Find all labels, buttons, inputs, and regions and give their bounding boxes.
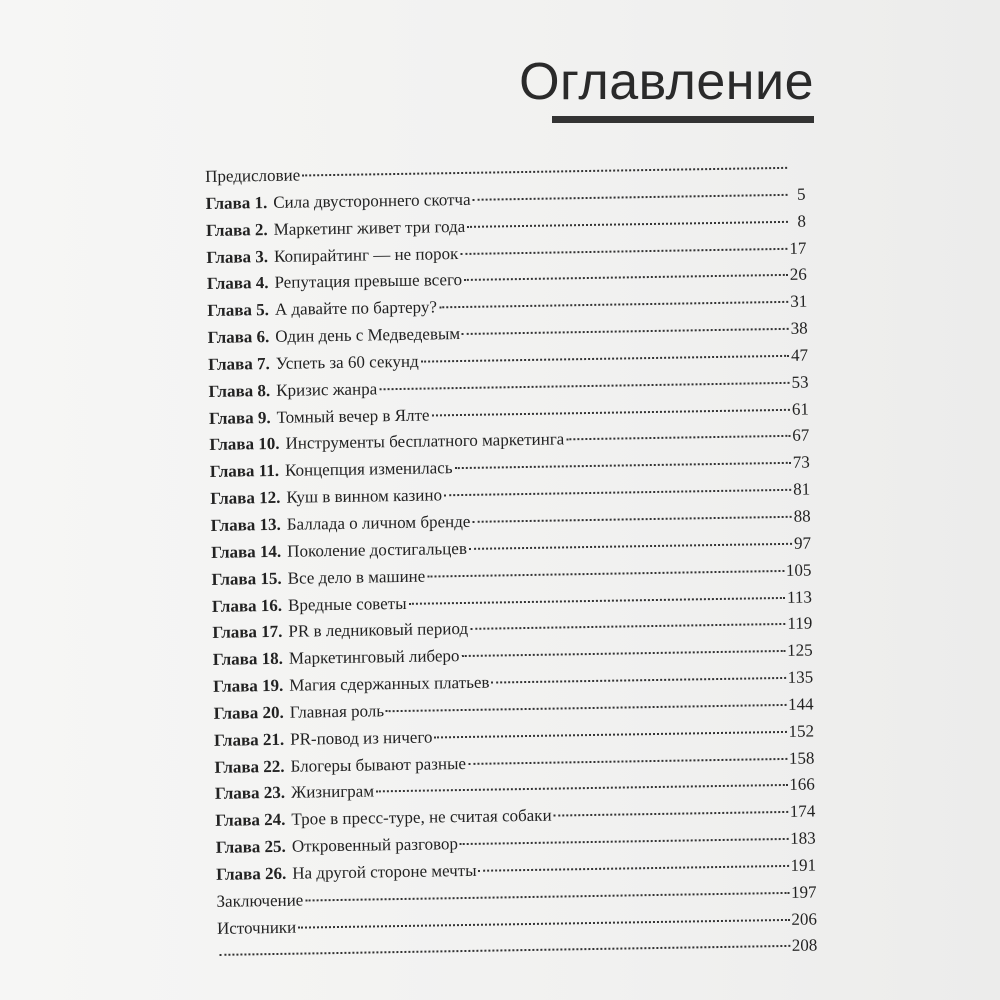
table-of-contents xyxy=(205,155,818,970)
toc-entry-title: Концепция изменилась xyxy=(284,458,453,481)
toc-chapter-number: Глава 14. xyxy=(210,541,282,562)
toc-page-number: 26 xyxy=(789,264,807,285)
dot-leader xyxy=(468,757,787,764)
toc-entry-title: На другой стороне мечты xyxy=(292,860,477,883)
toc-chapter-number: Глава 2. xyxy=(205,219,268,240)
toc-page-number: 88 xyxy=(793,506,811,526)
dot-leader xyxy=(469,543,792,550)
toc-page-number: 197 xyxy=(790,882,817,902)
dot-leader xyxy=(444,489,791,496)
toc-page-number: 5 xyxy=(796,184,806,204)
toc-entry-title: Репутация превыше всего xyxy=(274,270,463,293)
toc-chapter-number: Глава 8. xyxy=(208,380,271,401)
toc-entry-title: PR в ледниковый период xyxy=(288,619,469,642)
toc-page-number: 17 xyxy=(789,238,807,258)
dot-leader xyxy=(409,596,785,604)
toc-chapter-number: Глава 23. xyxy=(214,783,286,804)
toc-entry-title: Копирайтинг — не порок xyxy=(273,243,459,266)
dot-leader xyxy=(470,623,785,630)
toc-entry-title: Кризис жанра xyxy=(276,379,378,400)
toc-entry-title: Баллада о личном бренде xyxy=(286,511,471,534)
toc-page-number: 135 xyxy=(787,667,814,687)
toc-chapter-number: Глава 7. xyxy=(207,353,270,374)
toc-page-number: 144 xyxy=(787,694,814,714)
toc-entry-title: Блогеры бывают разные xyxy=(290,753,467,776)
toc-page-number: 81 xyxy=(793,479,811,499)
toc-chapter-number: Глава 25. xyxy=(215,836,287,858)
toc-entry-title: Источники xyxy=(216,917,297,938)
toc-chapter-number: Глава 17. xyxy=(212,622,283,643)
dot-leader xyxy=(467,221,788,228)
dot-leader xyxy=(305,892,789,902)
toc-entry-title: Жизниграм xyxy=(290,781,375,803)
dot-leader xyxy=(479,865,789,872)
dot-leader xyxy=(491,677,785,684)
toc-chapter-number: Глава 20. xyxy=(213,702,284,723)
toc-page-number: 191 xyxy=(790,855,817,875)
toc-page-number: 113 xyxy=(786,587,813,607)
toc-page-number: 73 xyxy=(792,452,810,473)
toc-chapter-number: Глава 21. xyxy=(213,729,285,750)
dot-leader xyxy=(421,355,789,363)
toc-page-number: 125 xyxy=(787,640,813,661)
dot-leader xyxy=(460,247,787,254)
toc-entry-title: Поколение достигальцев xyxy=(287,538,468,561)
toc-entry-title: А давайте по бартеру? xyxy=(274,297,438,320)
toc-chapter-number: Глава 15. xyxy=(211,568,282,589)
toc-chapter-number: Глава 9. xyxy=(208,407,271,428)
toc-chapter-number: Глава 11. xyxy=(209,461,280,482)
dot-leader xyxy=(376,784,787,792)
dot-leader xyxy=(439,301,788,308)
toc-chapter-number: Глава 6. xyxy=(207,327,270,348)
toc-page-number: 152 xyxy=(788,721,815,741)
toc-entry-title: Главная роль xyxy=(289,701,385,722)
toc-entry-title: Откровенный разговор xyxy=(291,834,459,856)
toc-chapter-number: Глава 10. xyxy=(209,434,280,455)
toc-entry-title: Инструменты бесплатного маркетинга xyxy=(285,429,565,454)
toc-page-number: 67 xyxy=(792,425,810,446)
toc-page-number: 208 xyxy=(791,935,818,956)
dot-leader xyxy=(454,462,790,469)
toc-entry-title: Заключение xyxy=(216,890,304,911)
toc-page-number: 47 xyxy=(790,345,809,365)
dot-leader xyxy=(431,408,789,416)
toc-chapter-number: Глава 13. xyxy=(210,514,281,535)
toc-chapter-number: Глава 4. xyxy=(206,273,269,294)
toc-chapter-number: Глава 19. xyxy=(213,675,284,696)
toc-page-number: 8 xyxy=(797,211,807,231)
dot-leader xyxy=(298,919,789,929)
toc-page-number: 166 xyxy=(789,774,815,795)
toc-entry-title: Все дело в машине xyxy=(287,566,426,588)
page-title: Оглавление xyxy=(519,53,814,111)
toc-page-number: 38 xyxy=(790,318,808,338)
toc-page-number: 158 xyxy=(788,748,815,768)
toc-page-number: 97 xyxy=(793,533,812,553)
toc-chapter-number: Глава 26. xyxy=(216,863,287,884)
toc-entry-title: Трое в пресс-туре, не считая собаки xyxy=(291,805,552,829)
dot-leader xyxy=(219,945,789,956)
dot-leader xyxy=(464,274,788,281)
toc-page-number: 61 xyxy=(791,399,810,419)
title-underline xyxy=(552,116,814,123)
toc-page-number: 183 xyxy=(790,828,816,848)
toc-chapter-number: Глава 5. xyxy=(207,300,270,321)
dot-leader xyxy=(473,194,788,201)
toc-entry-title: Предисловие xyxy=(205,165,301,186)
dot-leader xyxy=(462,328,789,335)
toc-entry-title: Куш в винном казино xyxy=(286,485,443,507)
toc-chapter-number: Глава 18. xyxy=(212,649,284,670)
toc-entry-title: Маркетинговый либеро xyxy=(288,646,460,668)
dot-leader xyxy=(566,435,790,441)
dot-leader xyxy=(386,704,786,712)
toc-page-number: 31 xyxy=(790,291,808,312)
toc-chapter-number: Глава 3. xyxy=(206,246,269,267)
toc-chapter-number: Глава 24. xyxy=(215,810,286,831)
dot-leader xyxy=(554,811,788,817)
toc-chapter-number: Глава 22. xyxy=(214,756,285,777)
dot-leader xyxy=(460,838,788,845)
toc-entry-title: Маркетинг живет три года xyxy=(273,216,466,239)
toc-entry-title: Сила двустороннего скотча xyxy=(273,189,471,212)
dot-leader xyxy=(302,167,787,177)
toc-page-number: 119 xyxy=(787,613,813,634)
dot-leader xyxy=(427,570,784,578)
dot-leader xyxy=(472,516,791,523)
toc-page-number: 206 xyxy=(791,909,818,929)
toc-entry-title: Вредные советы xyxy=(287,593,407,615)
toc-chapter-number: Глава 1. xyxy=(205,192,268,213)
toc-page-number: 105 xyxy=(785,560,812,580)
toc-chapter-number: Глава 16. xyxy=(211,595,283,616)
dot-leader xyxy=(461,650,785,657)
toc-entry-title: Успеть за 60 секунд xyxy=(275,351,419,373)
dot-leader xyxy=(379,382,789,390)
dot-leader xyxy=(434,731,786,739)
toc-entry-title: Один день с Медведевым xyxy=(275,324,461,346)
toc-chapter-number: Глава 12. xyxy=(210,487,281,509)
toc-entry-title: PR-повод из ничего xyxy=(290,727,433,749)
toc-page-number: 53 xyxy=(791,372,809,392)
toc-entry-title: Томный вечер в Ялте xyxy=(276,405,430,427)
toc-page-number: 174 xyxy=(789,801,816,822)
toc-entry-title: Магия сдержанных платьев xyxy=(289,672,490,695)
